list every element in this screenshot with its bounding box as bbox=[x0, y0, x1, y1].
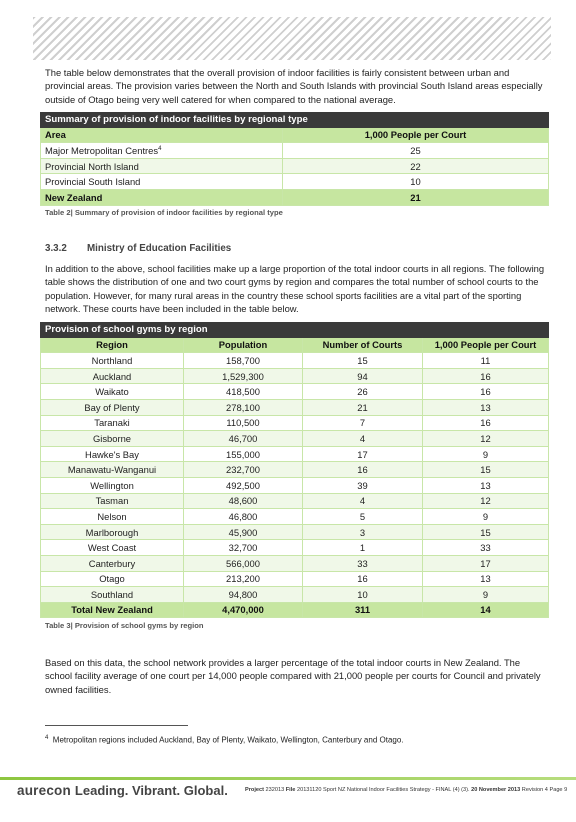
section-heading bbox=[45, 243, 231, 254]
table-cell: 311 bbox=[303, 602, 423, 618]
table-row bbox=[41, 477, 549, 493]
table-cell: 17 bbox=[303, 446, 423, 462]
table-cell: Hawke's Bay bbox=[41, 446, 184, 462]
column-header: 1,000 People per Court bbox=[423, 337, 549, 353]
table-cell: 46,700 bbox=[184, 431, 303, 447]
footer-rule bbox=[0, 777, 576, 780]
table-cell: 94,800 bbox=[184, 587, 303, 603]
table-cell: Provincial South Island bbox=[41, 174, 283, 190]
table-cell: Provincial North Island bbox=[41, 158, 283, 174]
table-cell: 278,100 bbox=[184, 399, 303, 415]
table-cell: 16 bbox=[423, 415, 549, 431]
table-cell: Tasman bbox=[41, 493, 184, 509]
table-cell: 16 bbox=[303, 462, 423, 478]
table-indoor-provision bbox=[40, 112, 549, 206]
table-row bbox=[41, 368, 549, 384]
table-cell: 21 bbox=[283, 189, 549, 205]
footer-info: Project 232013 File 20131120 Sport NZ National Indoor Facilities Strategy - FINAL (4) (3). 20 November 2013 Revision 4 Page 9 bbox=[245, 787, 568, 793]
table-cell: 33 bbox=[303, 555, 423, 571]
table-cell: 21 bbox=[303, 399, 423, 415]
table-cell: 4,470,000 bbox=[184, 602, 303, 618]
table-cell: 11 bbox=[423, 353, 549, 369]
table-cell: 13 bbox=[423, 571, 549, 587]
column-header: Region bbox=[41, 337, 184, 353]
table-cell: 25 bbox=[283, 143, 549, 159]
footnote-number: 4 bbox=[45, 735, 49, 741]
table-cell: 7 bbox=[303, 415, 423, 431]
table-row bbox=[41, 555, 549, 571]
table-cell: Southland bbox=[41, 587, 184, 603]
table-row bbox=[41, 431, 549, 447]
footnote-divider bbox=[45, 725, 188, 726]
table-row bbox=[41, 143, 549, 159]
brand-name: aurecon bbox=[17, 783, 71, 798]
table-cell: Gisborne bbox=[41, 431, 184, 447]
table-cell: 45,900 bbox=[184, 524, 303, 540]
table-cell: Bay of Plenty bbox=[41, 399, 184, 415]
table3-caption: Table 3| Provision of school gyms by region bbox=[45, 621, 204, 630]
table-cell: Manawatu-Wanganui bbox=[41, 462, 184, 478]
footnote-ref: 4 bbox=[158, 145, 162, 152]
table-cell: 16 bbox=[303, 571, 423, 587]
table-cell: 48,600 bbox=[184, 493, 303, 509]
table-cell: 418,500 bbox=[184, 384, 303, 400]
table-cell: 16 bbox=[423, 368, 549, 384]
table-cell: Waikato bbox=[41, 384, 184, 400]
table2-caption: Table 2| Summary of provision of indoor facilities by regional type bbox=[45, 208, 283, 217]
table-cell: Canterbury bbox=[41, 555, 184, 571]
table-cell: 5 bbox=[303, 509, 423, 525]
table-cell: Marlborough bbox=[41, 524, 184, 540]
table-title: Summary of provision of indoor facilities by regional type bbox=[41, 112, 549, 127]
column-header: Number of Courts bbox=[303, 337, 423, 353]
table-row bbox=[41, 399, 549, 415]
table-cell: Nelson bbox=[41, 509, 184, 525]
table-cell: Northland bbox=[41, 353, 184, 369]
table-cell: 12 bbox=[423, 431, 549, 447]
column-header: Population bbox=[184, 337, 303, 353]
table-cell: 1,529,300 bbox=[184, 368, 303, 384]
table-row bbox=[41, 571, 549, 587]
column-header: 1,000 People per Court bbox=[283, 127, 549, 143]
table-cell: 1 bbox=[303, 540, 423, 556]
table-cell: 94 bbox=[303, 368, 423, 384]
table-row bbox=[41, 384, 549, 400]
table-cell: 15 bbox=[423, 462, 549, 478]
table-cell: 9 bbox=[423, 446, 549, 462]
table-cell: 14 bbox=[423, 602, 549, 618]
table-cell: West Coast bbox=[41, 540, 184, 556]
table-cell: 9 bbox=[423, 509, 549, 525]
table-cell: 17 bbox=[423, 555, 549, 571]
table-row bbox=[41, 174, 549, 190]
table-row bbox=[41, 524, 549, 540]
table-cell: 566,000 bbox=[184, 555, 303, 571]
table-row bbox=[41, 587, 549, 603]
table-cell: Taranaki bbox=[41, 415, 184, 431]
table-row bbox=[41, 540, 549, 556]
table-row bbox=[41, 158, 549, 174]
table-row bbox=[41, 353, 549, 369]
column-header: Area bbox=[41, 127, 283, 143]
table-cell: 10 bbox=[283, 174, 549, 190]
table-cell: 26 bbox=[303, 384, 423, 400]
table-cell: Wellington bbox=[41, 477, 184, 493]
table-cell: 33 bbox=[423, 540, 549, 556]
section-paragraph: In addition to the above, school facilities make up a large proportion of the total indoor courts in all regions. The following table shows the distribution of one and two court gyms by region and compares the total number of school courts to the population. However, for many rural areas in the country these school sports facilities are a vital part of the sporting network. These courts have been included in the table below. bbox=[45, 263, 545, 315]
table-total-row bbox=[41, 602, 549, 618]
table-total-row bbox=[41, 189, 549, 205]
table-cell: 4 bbox=[303, 431, 423, 447]
table-cell: 213,200 bbox=[184, 571, 303, 587]
table-cell: 22 bbox=[283, 158, 549, 174]
table-cell: 15 bbox=[423, 524, 549, 540]
aurecon-logo bbox=[17, 783, 228, 798]
table-cell: 46,800 bbox=[184, 509, 303, 525]
table-cell: 492,500 bbox=[184, 477, 303, 493]
table-cell: 232,700 bbox=[184, 462, 303, 478]
table-cell: 155,000 bbox=[184, 446, 303, 462]
table-cell: Total New Zealand bbox=[41, 602, 184, 618]
table-cell: 158,700 bbox=[184, 353, 303, 369]
intro-paragraph: The table below demonstrates that the overall provision of indoor facilities is fairly consistent between urban and provincial areas. The provision varies between the North and South Islands with provincial South Island areas especially outside of Otago being very well catered for when compared to the national average. bbox=[45, 67, 543, 105]
footnote bbox=[45, 735, 404, 745]
table-cell: 110,500 bbox=[184, 415, 303, 431]
footnote-text: Metropolitan regions included Auckland, Bay of Plenty, Waikato, Wellington, Canterbury and Otago. bbox=[52, 735, 404, 745]
table-cell: 4 bbox=[303, 493, 423, 509]
table-cell: 13 bbox=[423, 477, 549, 493]
table-cell: 13 bbox=[423, 399, 549, 415]
table-cell: 16 bbox=[423, 384, 549, 400]
table-cell: 39 bbox=[303, 477, 423, 493]
table-cell: 32,700 bbox=[184, 540, 303, 556]
table-row bbox=[41, 462, 549, 478]
table-row bbox=[41, 509, 549, 525]
table-cell: 10 bbox=[303, 587, 423, 603]
section-number: 3.3.2 bbox=[45, 243, 67, 254]
table-cell: Auckland bbox=[41, 368, 184, 384]
conclusion-paragraph: Based on this data, the school network provides a larger percentage of the total indoor courts in New Zealand. The school facility average of one court per 14,000 people compared with 21,000 people per courts for Council and privately owned facilities. bbox=[45, 657, 541, 695]
table-row bbox=[41, 493, 549, 509]
table-cell: Otago bbox=[41, 571, 184, 587]
table-row bbox=[41, 446, 549, 462]
brand-tagline: Leading. Vibrant. Global. bbox=[74, 783, 228, 798]
table-cell: New Zealand bbox=[41, 189, 283, 205]
table-row bbox=[41, 415, 549, 431]
table-cell: 3 bbox=[303, 524, 423, 540]
table-cell: Major Metropolitan Centres$^4$ bbox=[41, 143, 283, 159]
table-cell: 9 bbox=[423, 587, 549, 603]
table-cell: 15 bbox=[303, 353, 423, 369]
table-title: Provision of school gyms by region bbox=[41, 322, 549, 337]
table-cell: 12 bbox=[423, 493, 549, 509]
table-school-gyms bbox=[40, 322, 549, 618]
section-title: Ministry of Education Facilities bbox=[87, 243, 232, 254]
header-hatch-band bbox=[33, 17, 551, 60]
